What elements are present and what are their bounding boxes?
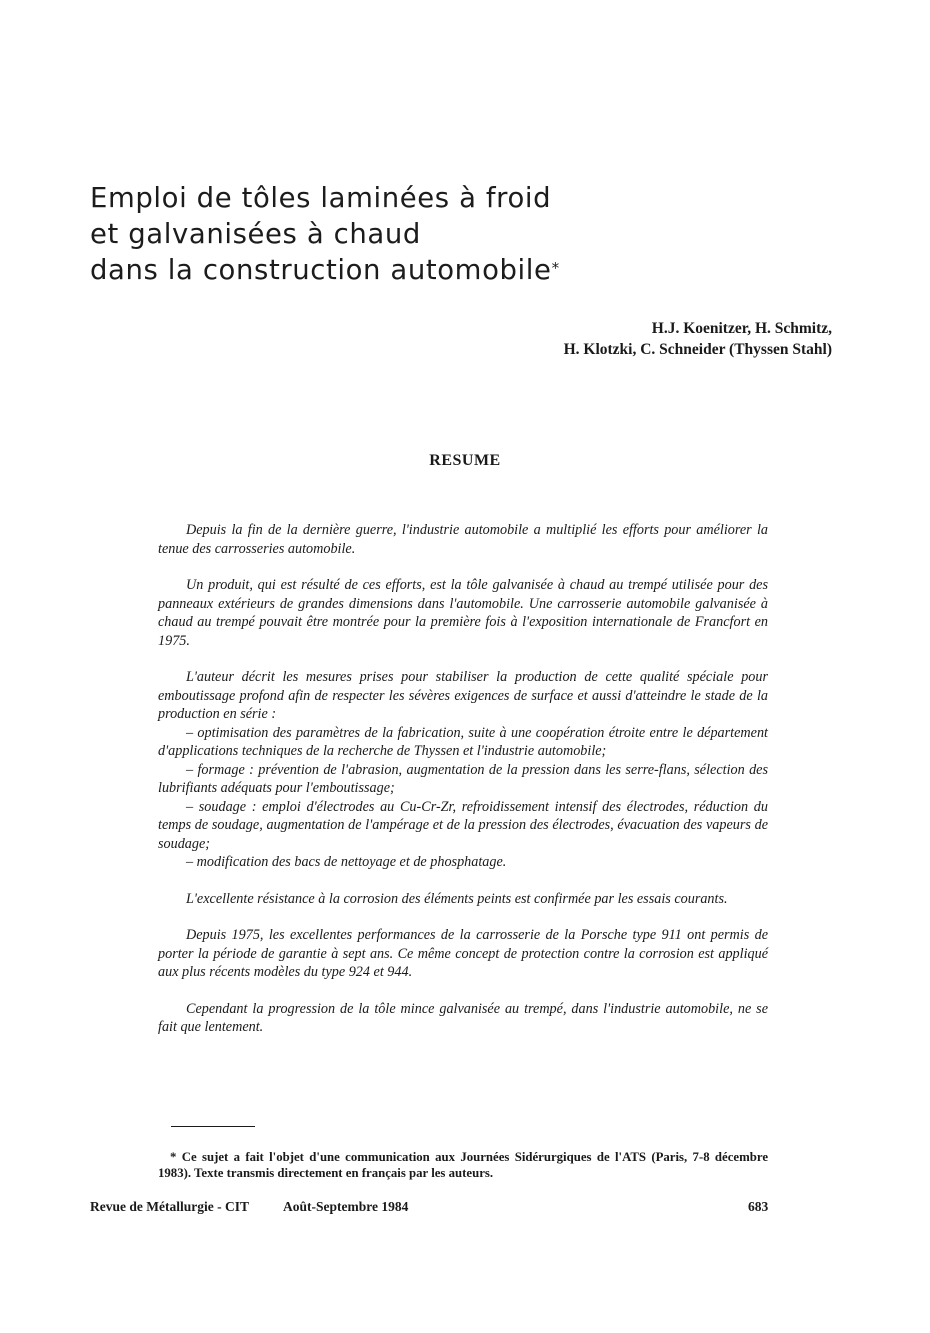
- title-line-3-text: dans la construction automobile: [90, 254, 552, 286]
- abstract-paragraph-2: Un produit, qui est résulté de ces efforts, est la tôle galvanisée à chaud au trempé utilisée pour des panneaux extérieurs de grandes dimensions dans l'automobile. Une carrosserie automobile galvanisée à chaud au trempé pouvait être montrée pour la première fois à l'exposition internationale de Francfort en 1975.: [158, 577, 768, 649]
- authors-line-1: H.J. Koenitzer, H. Schmitz,: [651, 320, 832, 337]
- title-line-3: [90, 252, 730, 292]
- abstract-list-item: – soudage : emploi d'électrodes au Cu-Cr-Zr, refroidissement intensif des électrodes, réduction du temps de soudage, augmentation de l'ampérage et de la pression des électrodes, évacuation des vapeurs de soudage;: [158, 798, 768, 852]
- title-line-1: Emploi de tôles laminées à froid: [90, 182, 552, 214]
- authors-line-2: H. Klotzki, C. Schneider (Thyssen Stahl): [563, 341, 832, 358]
- page-number: 683: [748, 1199, 769, 1214]
- footnote-separator: [171, 1126, 255, 1127]
- abstract-paragraph-3-intro: L'auteur décrit les mesures prises pour stabiliser la production de cette qualité spéciale pour emboutissage profond afin de respecter les sévères exigences de surface et aussi d'atteindre le stade de la production en série :: [158, 669, 768, 722]
- abstract-paragraph-4: L'excellente résistance à la corrosion des éléments peints est confirmée par les essais courants.: [186, 890, 728, 907]
- title-footnote-marker: *: [551, 259, 560, 277]
- abstract-paragraph-5: Depuis 1975, les excellentes performances de la carrosserie de la Porsche type 911 ont permis de porter la période de garantie à sept ans. Ce même concept de protection contre la corrosion est appliqué aux plus récents modèles du type 924 et 944.: [158, 927, 768, 980]
- article-title: [90, 180, 730, 292]
- abstract-list-item: – modification des bacs de nettoyage et de phosphatage.: [186, 854, 507, 870]
- footnote: * Ce sujet a fait l'objet d'une communication aux Journées Sidérurgiques de l'ATS (Paris, 7-8 décembre 1983). Texte transmis directement en français par les auteurs.: [158, 1150, 768, 1180]
- resume-heading: RESUME: [429, 452, 501, 469]
- abstract-list-item: – optimisation des paramètres de la fabrication, suite à une coopération étroite entre le département d'applications techniques de la recherche de Thyssen et l'industrie automobile;: [158, 724, 768, 759]
- author-list: [564, 318, 832, 360]
- abstract-paragraph-1: Depuis la fin de la dernière guerre, l'industrie automobile a multiplié les efforts pour améliorer la tenue des carrosseries automobile.: [158, 522, 768, 557]
- abstract-body: [158, 521, 768, 1055]
- abstract-paragraph-3: [158, 668, 768, 872]
- abstract-paragraph-6: Cependant la progression de la tôle mince galvanisée au trempé, dans l'industrie automobile, ne se fait que lentement.: [158, 1000, 768, 1035]
- issue-date: Août-Septembre 1984: [283, 1199, 409, 1214]
- title-line-2: et galvanisées à chaud: [90, 218, 421, 250]
- journal-name: Revue de Métallurgie - CIT: [90, 1199, 249, 1214]
- abstract-list-item: – formage : prévention de l'abrasion, augmentation de la pression dans les serre-flans, sélection des lubrifiants adéquats pour l'emboutissage;: [158, 761, 768, 796]
